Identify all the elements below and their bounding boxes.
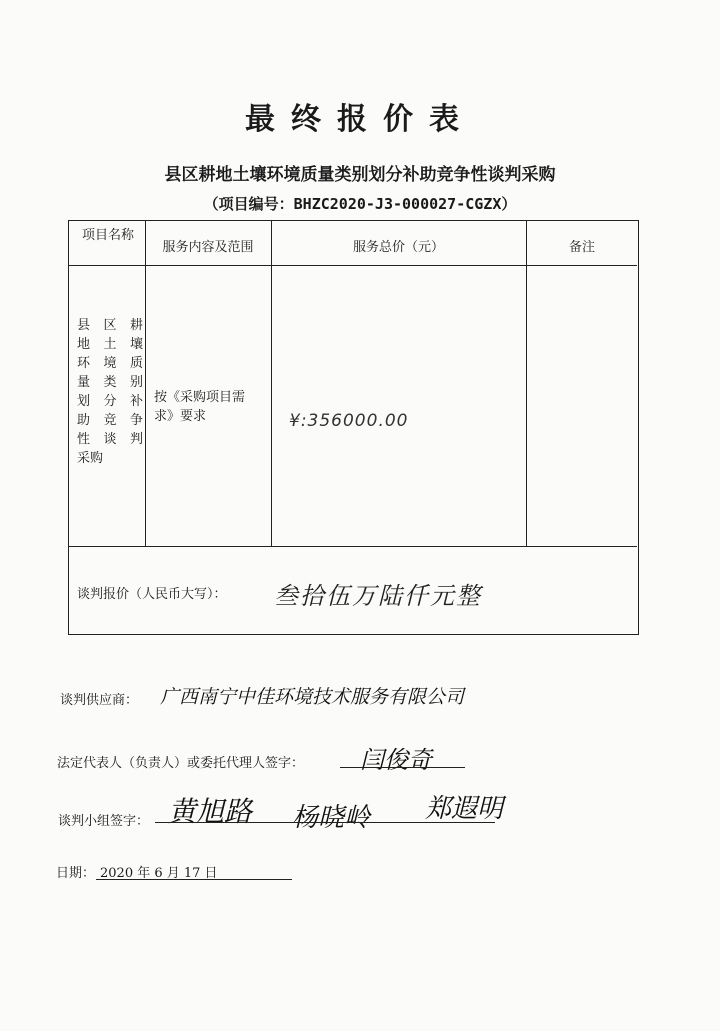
date-value: 2020 年 6 月 17 日 <box>100 866 218 881</box>
item-name-line: 采购 <box>77 451 104 466</box>
project-number: （项目编号：BHZC2020-J3-000027-CGZX） <box>203 195 517 213</box>
header-remarks: 备注 <box>568 240 595 255</box>
date-line <box>96 879 292 880</box>
quote-label: 谈判报价（人民币大写）： <box>77 587 227 602</box>
signature-line <box>155 822 495 823</box>
item-name-line: 划分补 <box>77 394 143 409</box>
service-scope-line: 按《采购项目需 <box>154 390 246 405</box>
page-title: 最终报价表 <box>245 102 475 137</box>
representative-label: 法定代表人（负责人）或委托代理人签字： <box>57 756 305 771</box>
service-scope-cell <box>154 388 272 426</box>
item-name-line: 助竞争 <box>77 413 143 428</box>
quote-table <box>68 220 639 635</box>
col-divider <box>145 221 146 546</box>
col-divider <box>271 221 272 546</box>
header-item-name: 项目名称 <box>81 228 134 243</box>
header-service-scope: 服务内容及范围 <box>162 240 254 255</box>
total-price-handwritten: ¥:356000.00 <box>289 411 409 431</box>
supplier-label: 谈判供应商： <box>60 693 139 708</box>
item-name-cell <box>77 316 143 468</box>
panel-signature: 杨晓岭 <box>292 803 371 833</box>
header-total-price: 服务总价（元） <box>352 240 444 255</box>
col-divider <box>526 221 527 546</box>
item-name-line: 量类别 <box>77 375 143 390</box>
date-label: 日期： <box>56 866 96 881</box>
header-divider <box>69 265 637 266</box>
item-name-line: 性谈判 <box>77 432 143 447</box>
signature-line <box>340 767 465 768</box>
panel-signature: 黄旭路 <box>168 795 253 828</box>
panel-signature: 郑遐明 <box>425 794 504 824</box>
service-scope-line: 求》要求 <box>154 409 207 424</box>
panel-label: 谈判小组签字： <box>58 814 150 829</box>
row-divider <box>69 546 637 547</box>
quote-value-handwritten: 叁拾伍万陆仟元整 <box>274 582 482 610</box>
item-name-line: 地土壤 <box>77 337 143 352</box>
procurement-subtitle: 县区耕地土壤环境质量类别划分补助竞争性谈判采购 <box>164 165 556 185</box>
item-name-line: 环境质 <box>77 356 143 371</box>
supplier-value-handwritten: 广西南宁中佳环境技术服务有限公司 <box>160 686 465 708</box>
representative-signature: 闫俊奇 <box>360 746 432 774</box>
item-name-line: 县区耕 <box>77 318 143 333</box>
